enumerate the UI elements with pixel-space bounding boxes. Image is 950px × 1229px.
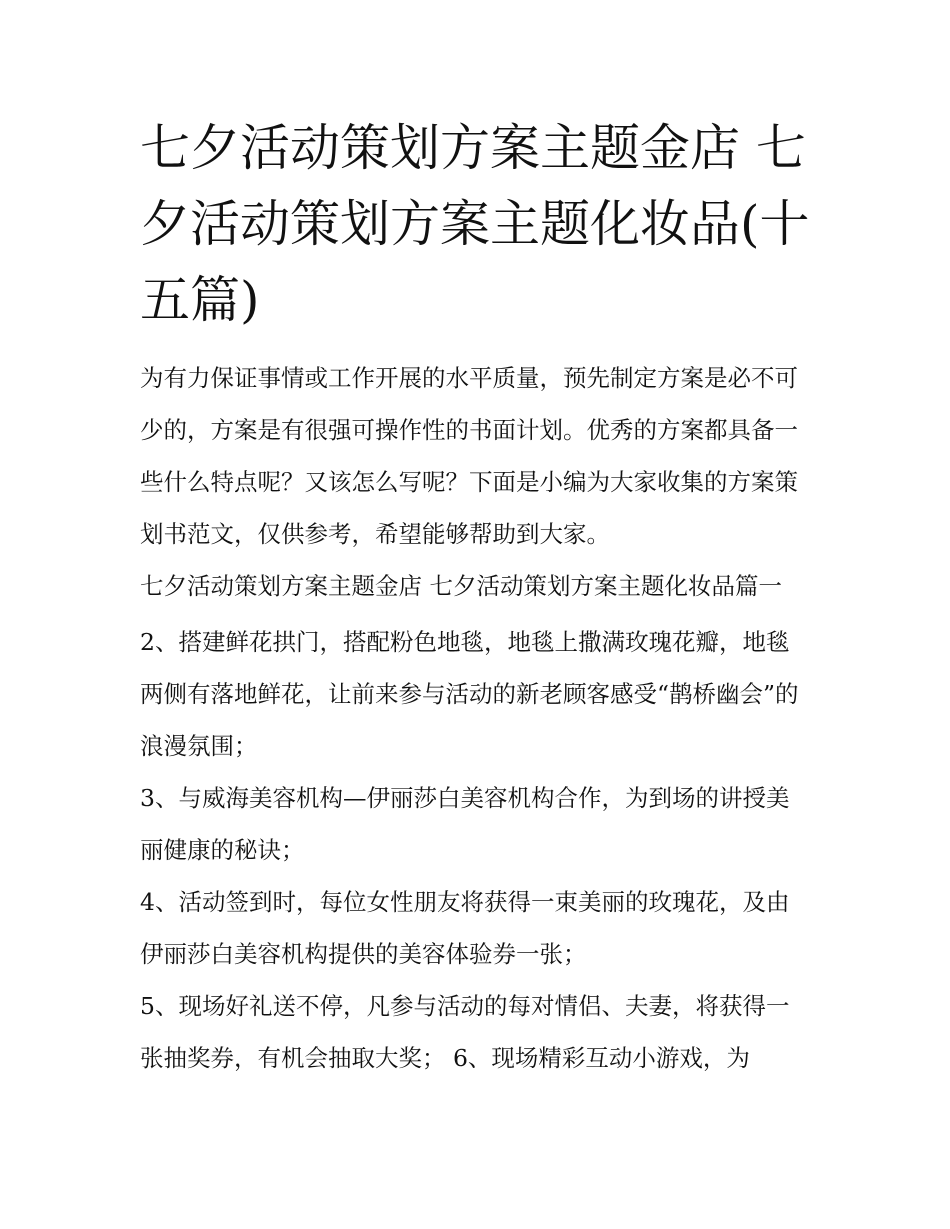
list-item: 4、活动签到时，每位女性朋友将获得一束美丽的玫瑰花，及由伊丽莎白美容机构提供的美容体验券一张；	[140, 888, 790, 968]
list-item: 5、现场好礼送不停，凡参与活动的每对情侣、夫妻，将获得一张抽奖券，有机会抽取大奖； 6、现场精彩互动小游戏，为	[140, 992, 790, 1072]
intro-paragraph: 为有力保证事情或工作开展的水平质量，预先制定方案是必不可少的，方案是有很强可操作性的书面计划。优秀的方案都具备一些什么特点呢？又该怎么写呢？下面是小编为大家收集的方案策划书范文，仅供参考，希望能够帮助到大家。	[140, 364, 798, 548]
document-title: 七夕活动策划方案主题金店 七夕活动策划方案主题化妆品(十五篇)	[140, 119, 810, 329]
section-heading: 七夕活动策划方案主题金店 七夕活动策划方案主题化妆品篇一	[140, 572, 782, 600]
list-item: 3、与威海美容机构—伊丽莎白美容机构合作，为到场的讲授美丽健康的秘诀；	[140, 784, 790, 864]
list-item: 2、搭建鲜花拱门，搭配粉色地毯，地毯上撒满玫瑰花瓣，地毯两侧有落地鲜花，让前来参与活动的新老顾客感受“鹊桥幽会”的浪漫氛围；	[140, 628, 799, 760]
document-page	[140, 110, 812, 1084]
